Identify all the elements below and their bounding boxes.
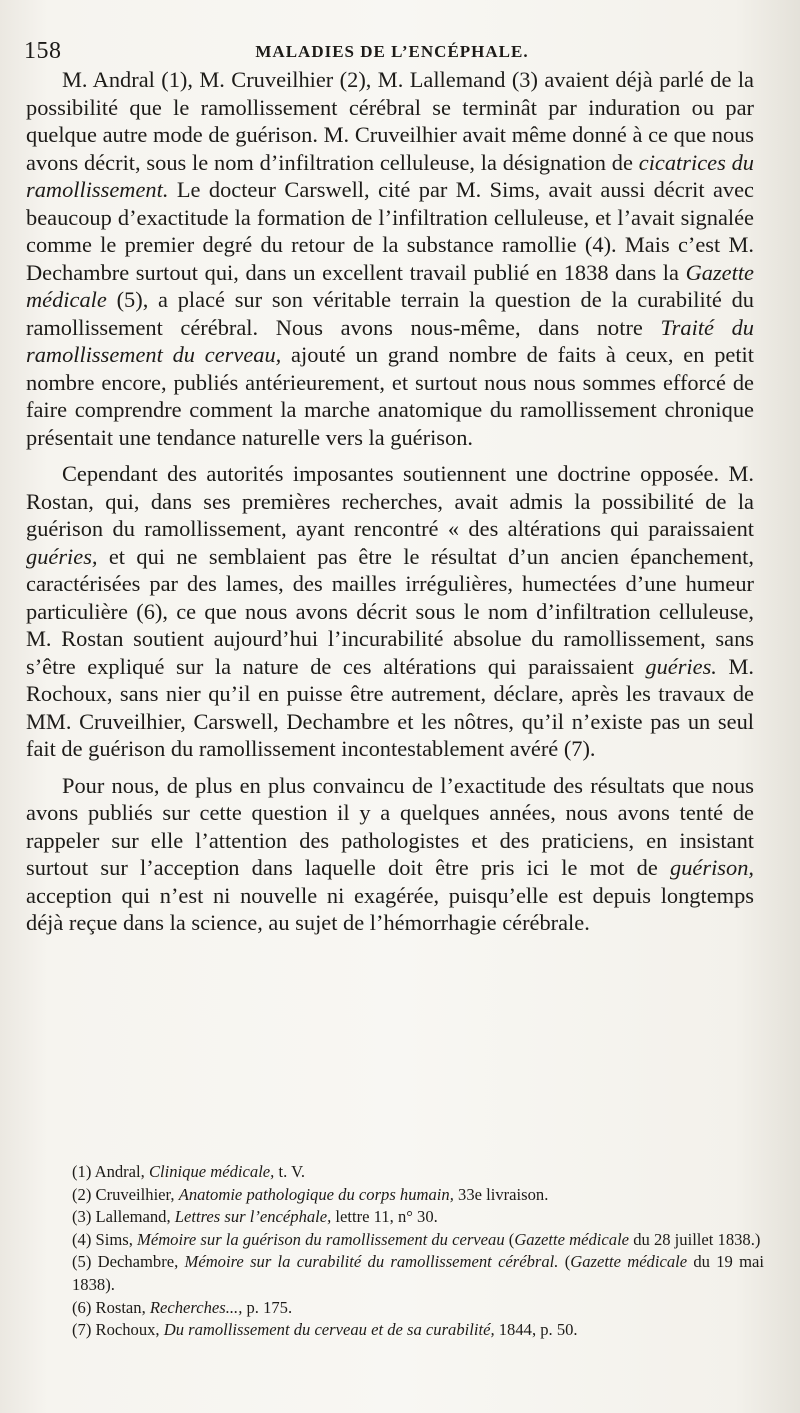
italic-text-run: Gazette médicale: [570, 1252, 688, 1272]
italic-text-run: Clinique médicale,: [148, 1162, 275, 1181]
text-run: M. Rochoux, sans nier qu’il en puisse être autrement, déclare, après les travaux de MM. Cruveilhier, Carswell, Dechambre et les nôtres, qu’il n’existe pas un seul fait de guérison du ramollissement incontestablement avéré (7).: [26, 653, 754, 761]
text-run: (3) Lallemand,: [72, 1207, 175, 1227]
text-run: 1844, p. 50.: [494, 1320, 578, 1340]
text-run: ajouté un grand nombre de faits à ceux, en petit nombre encore, publiés antérieurement, et surtout nous nous sommes efforcé de faire comprendre comment la marche anatomique du ramollissement chronique présentait une tendance naturelle vers la guérison.: [26, 342, 754, 450]
text-run: p. 175.: [242, 1297, 293, 1317]
italic-text-run: guérison,: [670, 855, 754, 880]
text-run: Le docteur Carswell, cité par M. Sims, avait aussi décrit avec beaucoup d’exactitude la formation de l’infiltration celluleuse, et l’avait signalée comme le premier degré du retour de la substance ramollie (4). Mais c’est M. Dechambre surtout qui, dans un excellent travail publié en 1838 dans la: [26, 177, 754, 285]
text-run: acception qui n’est ni nouvelle ni exagérée, puisqu’elle est depuis longtemps déjà reçue dans la science, au sujet de l’hémorrhagie cérébrale.: [26, 882, 754, 935]
text-run: (6) Rostan,: [72, 1297, 150, 1317]
text-run: du 19 mai 1838).: [72, 1252, 764, 1294]
text-run: (7) Rochoux,: [72, 1320, 164, 1340]
footnote: [72, 1184, 764, 1207]
text-run: (5) Dechambre,: [72, 1252, 185, 1272]
footnote: [72, 1319, 764, 1342]
italic-text-run: Gazette médicale: [26, 259, 754, 312]
footnote: [72, 1251, 764, 1296]
footnotes: [72, 1161, 764, 1342]
italic-text-run: Anatomie pathologique du corps humain,: [178, 1184, 454, 1204]
italic-text-run: Recherches...,: [149, 1297, 243, 1317]
text-run: (2) Cruveilhier,: [72, 1184, 179, 1204]
italic-text-run: cicatrices du ramollissement.: [26, 149, 754, 202]
text-run: t. V.: [274, 1162, 306, 1181]
italic-text-run: Gazette médicale: [514, 1229, 630, 1249]
text-run: Pour nous, de plus en plus convaincu de l’exactitude des résultats que nous avons publiés sur cette question il y a quelques années, nous avons tenté de rappeler sur elle l’attention des pathologistes et des praticiens, en insistant surtout sur l’acception dans laquelle doit être pris ici le mot de: [26, 772, 754, 880]
footnote: [72, 1161, 764, 1184]
footnote: [72, 1206, 764, 1229]
page-header: [24, 38, 760, 68]
footnote: [72, 1229, 764, 1252]
text-run: Cependant des autorités imposantes soutiennent une doctrine opposée. M. Rostan, qui, dans ses premières recherches, avait admis la possibilité de la guérison du ramollissement, ayant rencontré « des altérations qui paraissaient: [26, 461, 754, 541]
italic-text-run: Lettres sur l’encéphale,: [174, 1207, 332, 1227]
text-run: (1) Andral,: [72, 1162, 149, 1181]
italic-text-run: Mémoire sur la guérison du ramollissement du cerveau: [137, 1229, 505, 1249]
text-run: (: [558, 1252, 571, 1272]
paragraph: [26, 66, 754, 451]
italic-text-run: Du ramollissement du cerveau et de sa curabilité,: [163, 1320, 495, 1340]
italic-text-run: Mémoire sur la curabilité du ramollissement cérébral.: [184, 1252, 559, 1272]
body-text: [26, 66, 754, 937]
text-run: (4) Sims,: [72, 1229, 137, 1249]
paragraph: [26, 772, 754, 937]
text-run: et qui ne semblaient pas être le résultat d’un ancien épanchement, caractérisées par des lames, des mailles irrégulières, humectées d’une humeur particulière (6), ce que nous avons décrit sous le nom d’infiltration celluleuse, M. Rostan soutient aujourd’hui l’incurabilité absolue du ramollissement, sans s’être expliqué sur la nature de ces altérations qui paraissaient: [26, 543, 754, 679]
page-number: 158: [24, 38, 62, 64]
running-title: MALADIES DE L’ENCÉPHALE.: [255, 42, 529, 61]
italic-text-run: guéries.: [645, 653, 717, 679]
paragraph: [26, 460, 754, 763]
text-run: lettre 11, n° 30.: [331, 1207, 438, 1227]
italic-text-run: Traité du ramollissement du cerveau,: [26, 314, 754, 367]
text-run: M. Andral (1), M. Cruveilhier (2), M. Lallemand (3) avaient déjà parlé de la possibilité que le ramollissement cérébral se terminât par induration ou par quelque autre mode de guérison. M. Cruveilhier avait même donné à ce que nous avons décrit, sous le nom d’infiltration celluleuse, la désignation de: [26, 67, 754, 175]
text-run: 33e livraison.: [453, 1184, 549, 1204]
italic-text-run: guéries,: [26, 543, 98, 569]
text-run: (5), a placé sur son véritable terrain la question de la curabilité du ramollissement cérébral. Nous avons nous-même, dans notre: [26, 287, 754, 340]
footnote: [72, 1297, 764, 1320]
text-run: du 28 juillet 1838.): [629, 1229, 761, 1249]
text-run: (: [504, 1229, 515, 1249]
